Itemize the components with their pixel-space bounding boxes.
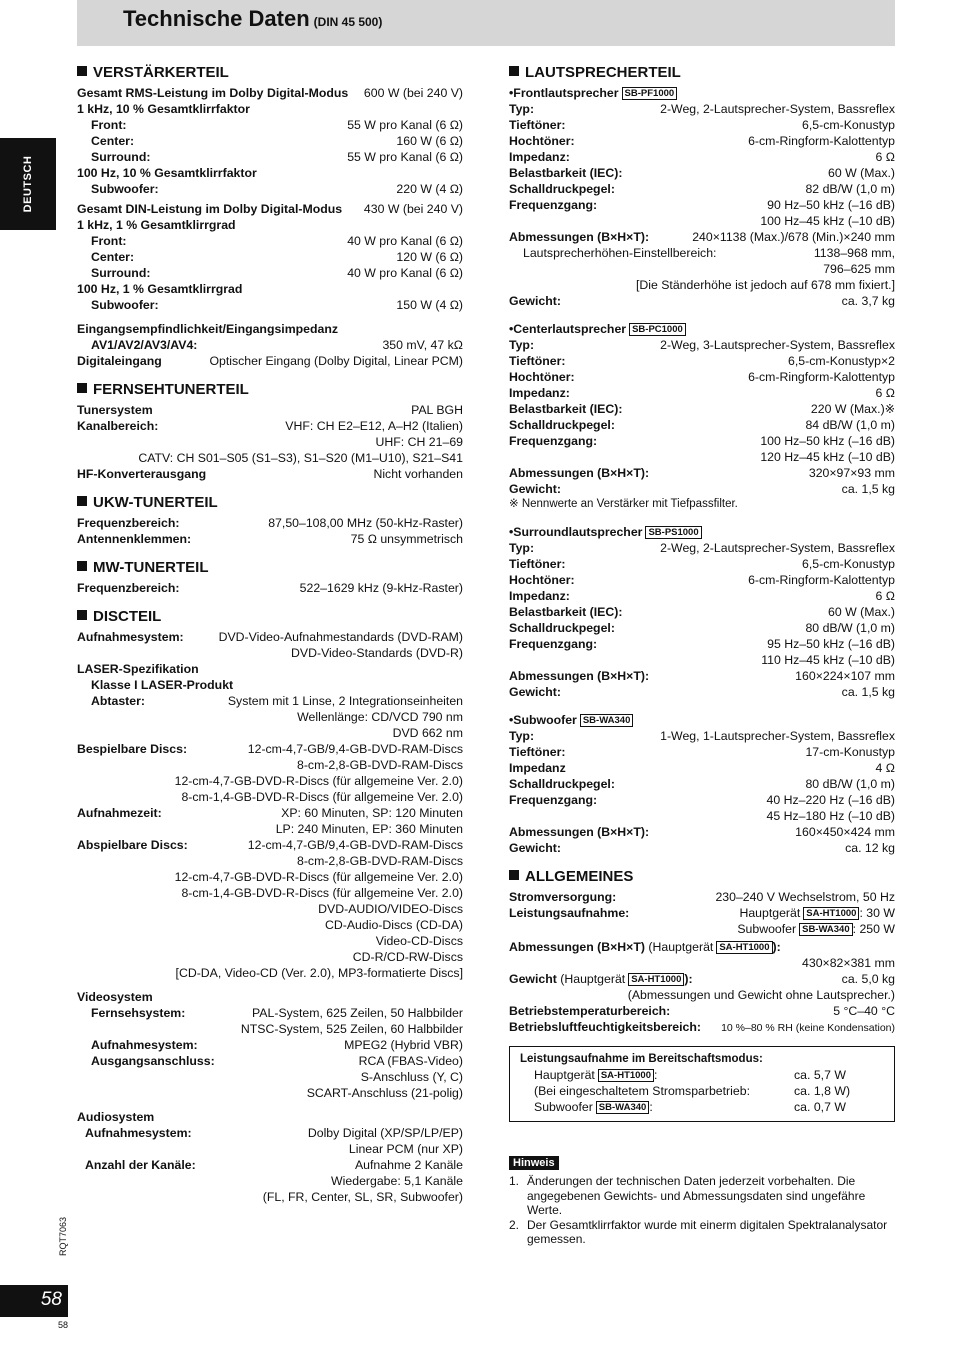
spec-value: Wellenlänge: CD/VCD 790 nm — [297, 710, 463, 724]
section-allgemein-heading: ALLGEMEINES — [509, 868, 895, 886]
standby-power-box — [509, 1046, 895, 1122]
spec-row: Subwoofer: 150 W (4 Ω) — [91, 298, 463, 312]
spec-label: Eingangsempfindlichkeit/Eingangsimpedanz — [77, 322, 339, 336]
spec-row: Belastbarkeit (IEC): 220 W (Max.)※ — [509, 402, 895, 416]
spec-label: Abmessungen (B×H×T) (Hauptgerät SA-HT1000 ): — [509, 940, 781, 954]
spec-row: Impedanz: 6 Ω — [509, 150, 895, 164]
model-badge: SA-HT1000 — [628, 973, 684, 986]
spec-value: (Abmessungen und Gewicht ohne Lautsprecher.) — [627, 988, 895, 1002]
spec-row: HF-Konverterausgang Nicht vorhanden — [77, 467, 463, 481]
page-number-box — [0, 1285, 68, 1317]
subwoofer-heading: •Subwoofer SB-WA340 — [509, 712, 895, 728]
standby-row: Subwoofer SB-WA340 : ca. 0,7 W — [534, 1100, 846, 1114]
spec-value: [Die Ständerhöhe ist jedoch auf 678 mm fixiert.] — [635, 278, 895, 292]
spec-label: Audiosystem — [77, 1110, 155, 1124]
spec-value: DVD 662 nm — [392, 726, 463, 740]
spec-row: Ausgangsanschluss: RCA (FBAS-Video) — [91, 1054, 463, 1068]
section-fernseh-heading: FERNSEHTUNERTEIL — [77, 381, 463, 399]
model-badge: SA-HT1000 — [716, 941, 772, 954]
spec-value: 8-cm-2,8-GB-DVD-RAM-Discs — [296, 758, 463, 772]
spec-value: 110 Hz–45 kHz (–10 dB) — [761, 653, 895, 667]
spec-condition: 1 kHz, 1 % Gesamtklirrgrad — [77, 218, 236, 232]
spec-row: Stromversorgung: 230–240 V Wechselstrom, 50 Hz — [509, 890, 895, 904]
spec-row: Hochtöner: 6-cm-Ringform-Kalottentyp — [509, 573, 895, 587]
spec-row: Hochtöner: 6-cm-Ringform-Kalottentyp — [509, 134, 895, 148]
section-ukw-heading: UKW-TUNERTEIL — [77, 494, 463, 512]
square-bullet-icon — [77, 383, 87, 393]
spec-row: Typ: 2-Weg, 2-Lautsprecher-System, Bassreflex — [509, 541, 895, 555]
spec-row: Frequenzgang: 90 Hz–50 kHz (–16 dB) — [509, 198, 895, 212]
spec-row: Gewicht (Hauptgerät SA-HT1000 ): ca. 5,0 kg — [509, 972, 895, 986]
square-bullet-icon — [509, 66, 519, 76]
note-item: 1. Änderungen der technischen Daten jederzeit vorbehalten. Die angegebenen Gewichts- und Abmessungsdaten sind ungefähre Werte. — [509, 1174, 866, 1217]
spec-row: Impedanz: 6 Ω — [509, 589, 895, 603]
square-bullet-icon — [77, 66, 87, 76]
spec-row: Tieftöner: 6,5-cm-Konustyp — [509, 557, 895, 571]
spec-row: Abmessungen (B×H×T): 320×97×93 mm — [509, 466, 895, 480]
spec-row: Antennenklemmen: 75 Ω unsymmetrisch — [77, 532, 463, 546]
model-badge: SA-HT1000 — [803, 907, 859, 920]
spec-row: Tieftöner: 6,5-cm-Konustyp — [509, 118, 895, 132]
spec-row: Abtaster: System mit 1 Linse, 2 Integrationseinheiten — [91, 694, 463, 708]
spec-row: Abspielbare Discs: 12-cm-4,7-GB/9,4-GB-DVD-RAM-Discs — [77, 838, 463, 852]
spec-row: Tieftöner: 17-cm-Konustyp — [509, 745, 895, 759]
spec-row: Gewicht: ca. 12 kg — [509, 841, 895, 855]
spec-row: Aufnahmesystem: Dolby Digital (XP/SP/LP/EP) — [85, 1126, 463, 1140]
spec-row: Subwoofer: 220 W (4 Ω) — [91, 182, 463, 196]
spec-value: 12-cm-4,7-GB-DVD-R-Discs (für allgemeine Ver. 2.0) — [174, 870, 463, 884]
spec-row: Belastbarkeit (IEC): 60 W (Max.) — [509, 605, 895, 619]
model-badge: SB-PF1000 — [622, 87, 678, 100]
spec-row: Gewicht: ca. 1,5 kg — [509, 482, 895, 496]
spec-row: Anzahl der Kanäle: Aufnahme 2 Kanäle — [85, 1158, 463, 1172]
spec-row: Digitaleingang Optischer Eingang (Dolby Digital, Linear PCM) — [77, 354, 463, 368]
standby-row: (Bei eingeschaltetem Stromsparbetrieb: ca. 1,8 W) — [534, 1084, 851, 1098]
center-speaker-heading: •Centerlautsprecher SB-PC1000 — [509, 321, 895, 337]
right-column — [509, 64, 895, 1247]
spec-label: Videosystem — [77, 990, 153, 1004]
section-disc-heading: DISCTEIL — [77, 608, 463, 626]
spec-value: 100 Hz–45 kHz (–10 dB) — [760, 214, 895, 228]
square-bullet-icon — [509, 870, 519, 880]
section-laut-heading: LAUTSPRECHERTEIL — [509, 64, 895, 82]
model-badge: SB-WA340 — [580, 714, 634, 727]
square-bullet-icon — [77, 496, 87, 506]
page-number: 58 — [40, 1289, 62, 1310]
spec-label: Klasse I LASER-Produkt — [91, 678, 234, 692]
model-badge: SB-PS1000 — [645, 526, 701, 539]
spec-row: Typ: 2-Weg, 3-Lautsprecher-System, Bassreflex — [509, 338, 895, 352]
spec-row: Schalldruckpegel: 82 dB/W (1,0 m) — [509, 182, 895, 196]
spec-value: CD-R/CD-RW-Discs — [352, 950, 463, 964]
spec-value: [CD-DA, Video-CD (Ver. 2.0), MP3-formatierte Discs] — [175, 966, 463, 980]
spec-row: Schalldruckpegel: 80 dB/W (1,0 m) — [509, 621, 895, 635]
spec-row: Aufnahmesystem: DVD-Video-Aufnahmestandards (DVD-RAM) — [77, 630, 463, 644]
front-speaker-heading: •Frontlautsprecher SB-PF1000 — [509, 85, 895, 101]
spec-row: Abmessungen (B×H×T): 160×224×107 mm — [509, 669, 895, 683]
spec-row: Gewicht: ca. 3,7 kg — [509, 294, 895, 308]
spec-row: Center: 160 W (6 Ω) — [91, 134, 463, 148]
page-number-small: 58 — [58, 1320, 69, 1330]
spec-value: Linear PCM (nur XP) — [348, 1142, 463, 1156]
spec-condition: 100 Hz, 10 % Gesamtklirrfaktor — [77, 166, 257, 180]
spec-row: Surround: 40 W pro Kanal (6 Ω) — [91, 266, 463, 280]
spec-row: Abmessungen (B×H×T): 240×1138 (Max.)/678 (Min.)×240 mm — [509, 230, 895, 244]
spec-row: Betriebstemperaturbereich: 5 °C–40 °C — [509, 1004, 895, 1018]
spec-row: Lautsprecherhöhen-Einstellbereich: 1138–968 mm, — [523, 246, 895, 260]
spec-row: Frequenzgang: 95 Hz–50 kHz (–16 dB) — [509, 637, 895, 651]
spec-row: Typ: 1-Weg, 1-Lautsprecher-System, Bassreflex — [509, 729, 895, 743]
spec-value: 8-cm-2,8-GB-DVD-RAM-Discs — [296, 854, 463, 868]
document-code: RQT7063 — [58, 1216, 68, 1256]
spec-value: 796–625 mm — [823, 262, 895, 276]
model-badge: SA-HT1000 — [598, 1069, 654, 1082]
spec-row: Frequenzgang: 40 Hz–220 Hz (–16 dB) — [509, 793, 895, 807]
spec-row: Fernsehsystem: PAL-System, 625 Zeilen, 50 Halbbilder — [91, 1006, 463, 1020]
section-verstaerker-heading: VERSTÄRKERTEIL — [77, 64, 463, 82]
spec-row: Impedanz: 6 Ω — [509, 386, 895, 400]
spec-row: Surround: 55 W pro Kanal (6 Ω) — [91, 150, 463, 164]
spec-row: Tunersystem PAL BGH — [77, 403, 463, 417]
spec-value: 45 Hz–180 Hz (–10 dB) — [766, 809, 895, 823]
spec-value: 120 Hz–45 kHz (–10 dB) — [760, 450, 895, 464]
spec-row: Front: 55 W pro Kanal (6 Ω) — [91, 118, 463, 132]
spec-condition: 1 kHz, 10 % Gesamtklirrfaktor — [77, 102, 250, 116]
spec-row: Kanalbereich: VHF: CH E2–E12, A–H2 (Italien) — [77, 419, 463, 433]
left-column — [77, 64, 463, 1205]
spec-row: Bespielbare Discs: 12-cm-4,7-GB/9,4-GB-DVD-RAM-Discs — [77, 742, 463, 756]
spec-value: S-Anschluss (Y, C) — [360, 1070, 463, 1084]
section-mw-heading: MW-TUNERTEIL — [77, 559, 463, 577]
spec-row: Hochtöner: 6-cm-Ringform-Kalottentyp — [509, 370, 895, 384]
spec-value: DVD-AUDIO/VIDEO-Discs — [318, 902, 463, 916]
page-title: Technische Daten (DIN 45 500) — [123, 6, 383, 31]
spec-value: LP: 240 Minuten, EP: 360 Minuten — [275, 822, 463, 836]
spec-value: Wiedergabe: 5,1 Kanäle — [331, 1174, 463, 1188]
spec-row: Gewicht: ca. 1,5 kg — [509, 685, 895, 699]
model-badge: SB-PC1000 — [629, 323, 686, 336]
spec-row: Front: 40 W pro Kanal (6 Ω) — [91, 234, 463, 248]
footnote: ※ Nennwerte an Verstärker mit Tiefpassfilter. — [509, 498, 738, 510]
spec-row: Schalldruckpegel: 84 dB/W (1,0 m) — [509, 418, 895, 432]
spec-value: SCART-Anschluss (21-polig) — [306, 1086, 463, 1100]
spec-row: Abmessungen (B×H×T): 160×450×424 mm — [509, 825, 895, 839]
spec-row: Tieftöner: 6,5-cm-Konustyp×2 — [509, 354, 895, 368]
standby-title: Leistungsaufnahme im Bereitschaftsmodus: — [520, 1053, 763, 1065]
spec-value: Video-CD-Discs — [375, 934, 463, 948]
spec-value: (FL, FR, Center, SL, SR, Subwoofer) — [262, 1190, 463, 1204]
spec-row: Schalldruckpegel: 80 dB/W (1,0 m) — [509, 777, 895, 791]
surround-speaker-heading: •Surroundlautsprecher SB-PS1000 — [509, 524, 895, 540]
note-item: 2. Der Gesamtklirrfaktor wurde mit einerm digitalen Spektralanalysator gemessen. — [509, 1217, 888, 1246]
spec-value: Subwoofer SB-WA340 : 250 W — [737, 922, 895, 936]
spec-row: Frequenzgang: 100 Hz–50 kHz (–16 dB) — [509, 434, 895, 448]
square-bullet-icon — [77, 610, 87, 620]
spec-value: NTSC-System, 525 Zeilen, 60 Halbbilder — [240, 1022, 463, 1036]
square-bullet-icon — [77, 561, 87, 571]
spec-row: Aufnahmesystem: MPEG2 (Hybrid VBR) — [91, 1038, 463, 1052]
spec-value: 430×82×381 mm — [802, 956, 895, 970]
model-badge: SB-WA340 — [799, 923, 853, 936]
notes-list — [509, 1174, 895, 1247]
spec-row: Frequenzbereich: 522–1629 kHz (9-kHz-Raster) — [77, 581, 463, 595]
spec-value: CATV: CH S01–S05 (S1–S3), S1–S20 (M1–U10), S21–S41 — [138, 451, 463, 465]
spec-row: Leistungsaufnahme: Hauptgerät SA-HT1000 : 30 W — [509, 906, 895, 920]
standby-row: Hauptgerät SA-HT1000 : ca. 5,7 W — [534, 1068, 846, 1082]
spec-value: 12-cm-4,7-GB-DVD-R-Discs (für allgemeine Ver. 2.0) — [174, 774, 463, 788]
spec-row: Aufnahmezeit: XP: 60 Minuten, SP: 120 Minuten — [77, 806, 463, 820]
spec-row: Gesamt RMS-Leistung im Dolby Digital-Modus 600 W (bei 240 V) — [77, 86, 463, 100]
spec-value: 8-cm-1,4-GB-DVD-R-Discs (für allgemeine Ver. 2.0) — [181, 790, 463, 804]
spec-condition: 100 Hz, 1 % Gesamtklirrgrad — [77, 282, 243, 296]
spec-row: Gesamt DIN-Leistung im Dolby Digital-Modus 430 W (bei 240 V) — [77, 202, 463, 216]
note-tag: Hinweis — [509, 1156, 559, 1170]
spec-value: DVD-Video-Standards (DVD-R) — [291, 646, 463, 660]
spec-row: Typ: 2-Weg, 2-Lautsprecher-System, Bassreflex — [509, 102, 895, 116]
spec-row: Frequenzbereich: 87,50–108,00 MHz (50-kHz-Raster) — [77, 516, 463, 530]
spec-row: Impedanz 4 Ω — [509, 761, 895, 775]
spec-row: Betriebsluftfeuchtigkeitsbereich: 10 %–80 % RH (keine Kondensation) — [509, 1020, 895, 1034]
spec-label: LASER-Spezifikation — [77, 662, 199, 676]
page-subtitle: (DIN 45 500) — [313, 15, 383, 29]
spec-value: 8-cm-1,4-GB-DVD-R-Discs (für allgemeine Ver. 2.0) — [181, 886, 463, 900]
spec-value: CD-Audio-Discs (CD-DA) — [324, 918, 463, 932]
spec-row: Belastbarkeit (IEC): 60 W (Max.) — [509, 166, 895, 180]
language-tab — [0, 138, 56, 230]
spec-row: Center: 120 W (6 Ω) — [91, 250, 463, 264]
language-tab-label: DEUTSCH — [22, 155, 34, 213]
spec-value: UHF: CH 21–69 — [375, 435, 463, 449]
spec-row: AV1/AV2/AV3/AV4: 350 mV, 47 kΩ — [91, 338, 463, 352]
model-badge: SB-WA340 — [596, 1101, 650, 1114]
